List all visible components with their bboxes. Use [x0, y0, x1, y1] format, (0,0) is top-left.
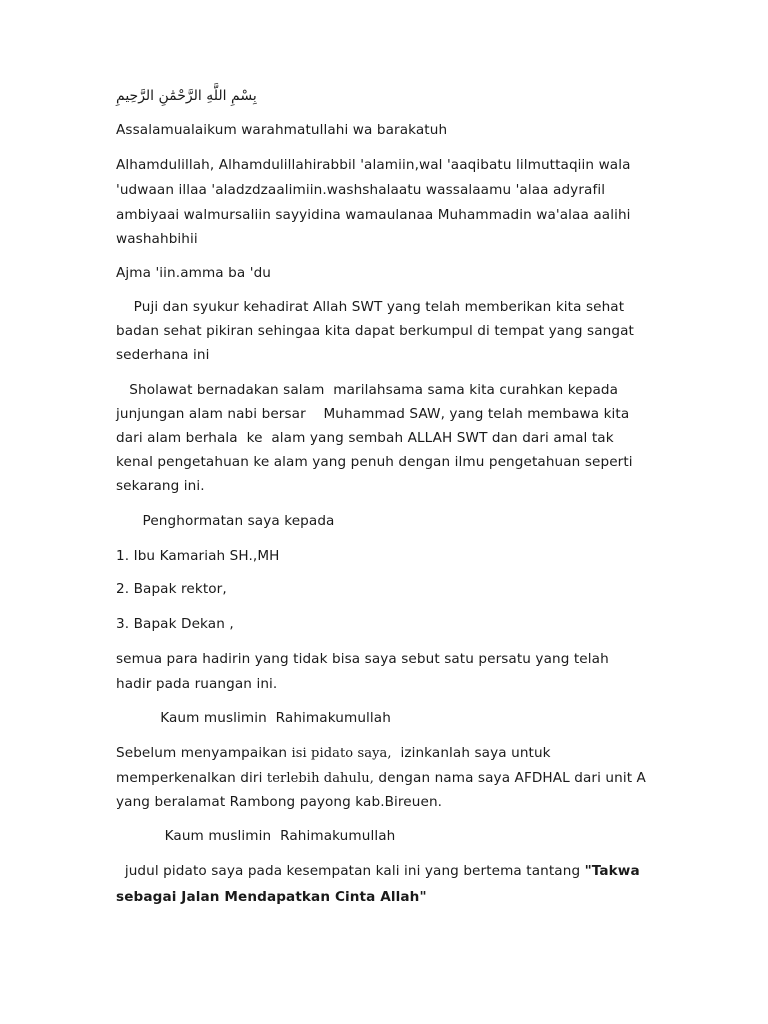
- hamdalah-line-1: Alhamdulillah, Alhamdulillahirabbil 'alamiin,wal 'aaqibatu lilmuttaqiin wala: [116, 157, 631, 173]
- penghormatan-line: Penghormatan saya kepada: [116, 513, 335, 529]
- list-item-2: 2. Bapak rektor,: [116, 581, 227, 597]
- perkenalan-text-1a: Sebelum menyampaikan: [116, 745, 292, 761]
- sholawat-line-2: junjungan alam nabi bersar Muhammad SAW, yang telah membawa kita: [116, 406, 630, 422]
- perkenalan-line-1: [116, 743, 551, 764]
- sholawat-line-3: dari alam berhala ke alam yang sembah ALLAH SWT dan dari amal tak: [116, 430, 614, 446]
- perkenalan-line-2: [116, 768, 646, 789]
- perkenalan-text-2c: dengan nama saya AFDHAL dari unit A: [373, 770, 646, 786]
- perkenalan-line-3: yang beralamat Rambong payong kab.Bireuen.: [116, 794, 443, 810]
- puji-line-2: badan sehat pikiran sehingaa kita dapat berkumpul di tempat yang sangat: [116, 323, 634, 339]
- salam-line: Assalamualaikum warahmatullahi wa barakatuh: [116, 122, 448, 138]
- perkenalan-text-2a: memperkenalkan diri: [116, 770, 267, 786]
- judul-text-1a: judul pidato saya pada kesempatan kali ini yang bertema tantang: [116, 863, 585, 879]
- judul-line-1: [116, 861, 640, 881]
- puji-line-1: Puji dan syukur kehadirat Allah SWT yang telah memberikan kita sehat: [116, 299, 625, 315]
- ajmain-line: Ajma 'iin.amma ba 'du: [116, 265, 272, 281]
- hadirin-line-1: semua para hadirin yang tidak bisa saya sebut satu persatu yang telah: [116, 651, 609, 667]
- list-item-3: 3. Bapak Dekan ,: [116, 616, 234, 632]
- perkenalan-text-1c: izinkanlah saya untuk: [391, 745, 551, 761]
- puji-line-3: sederhana ini: [116, 347, 210, 363]
- perkenalan-text-2b: terlebih dahulu,: [266, 771, 374, 786]
- hadirin-line-2: hadir pada ruangan ini.: [116, 676, 278, 692]
- sholawat-line-4: kenal pengetahuan ke alam yang penuh dengan ilmu pengetahuan seperti: [116, 454, 633, 470]
- judul-title-line-2: sebagai Jalan Mendapatkan Cinta Allah": [116, 889, 427, 905]
- kaum-muslimin-line-1: Kaum muslimin Rahimakumullah: [116, 710, 391, 726]
- judul-title-start: "Takwa: [584, 863, 640, 879]
- perkenalan-text-1b: isi pidato saya,: [291, 746, 392, 761]
- list-item-1: 1. Ibu Kamariah SH.,MH: [116, 548, 280, 564]
- hamdalah-line-3: ambiyaai walmursaliin sayyidina wamaulanaa Muhammadin wa'alaa aalihi: [116, 207, 631, 223]
- sholawat-line-1: Sholawat bernadakan salam marilahsama sama kita curahkan kepada: [116, 382, 619, 398]
- sholawat-line-5: sekarang ini.: [116, 478, 205, 494]
- bismillah-heading: بِسْمِ اللَّهِ الرَّحْمَٰنِ الرَّحِيمِ: [116, 88, 257, 104]
- hamdalah-line-2: 'udwaan illaa 'aladzdzaalimiin.washshalaatu wassalaamu 'alaa adyrafil: [116, 182, 606, 198]
- kaum-muslimin-line-2: Kaum muslimin Rahimakumullah: [116, 828, 396, 844]
- hamdalah-line-4: washahbihii: [116, 231, 198, 247]
